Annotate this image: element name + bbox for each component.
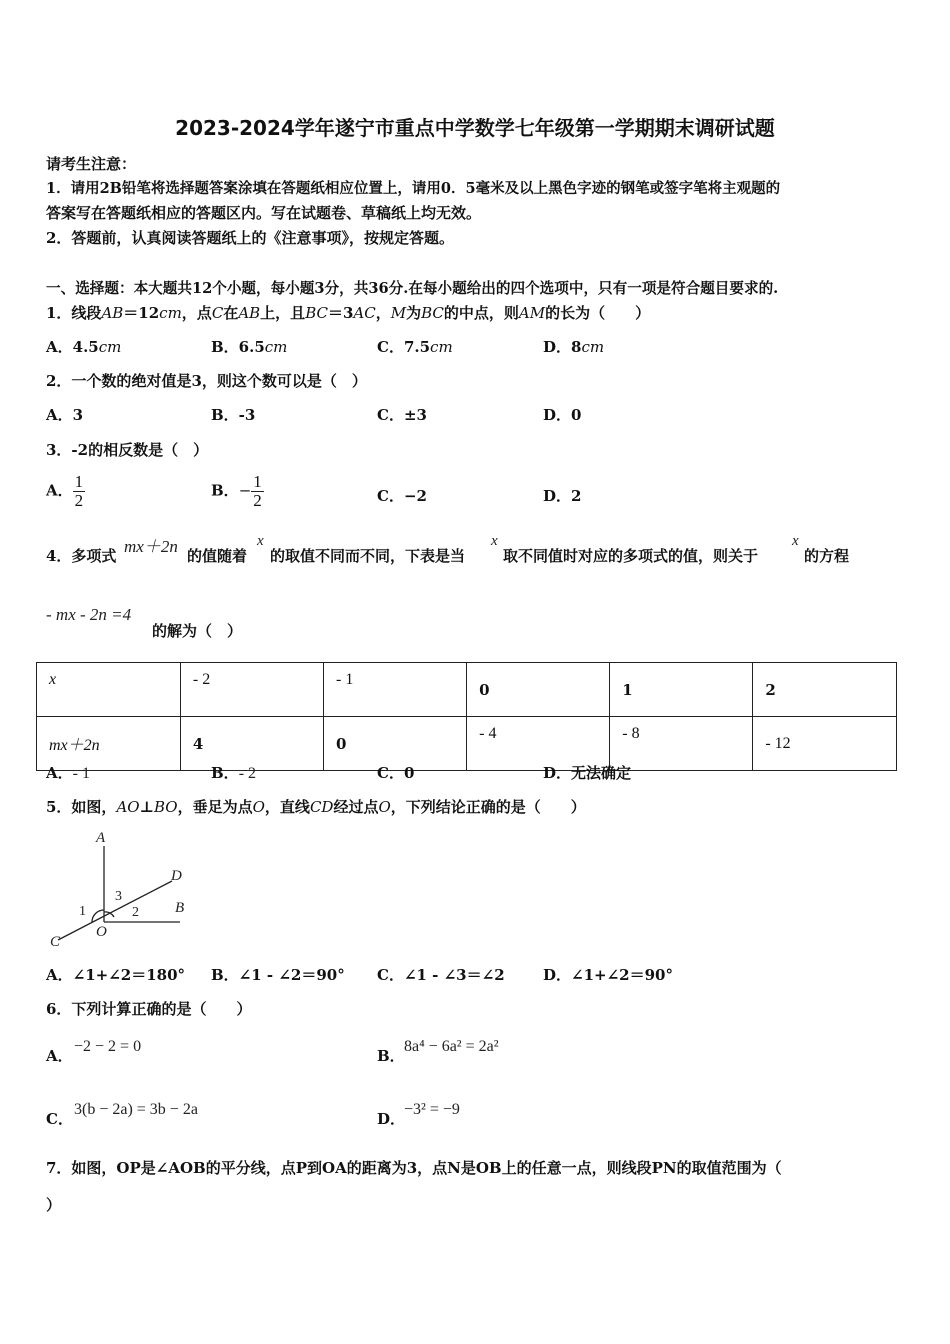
q6-option-b-label: B． xyxy=(377,1047,405,1065)
q2-option-c: C．±3 xyxy=(377,406,427,424)
notice-heading: 请考生注意： xyxy=(46,155,137,173)
table-cell: 4 xyxy=(180,717,323,771)
q6-option-d-label: D． xyxy=(377,1110,406,1128)
q4-option-a: A．- 1 xyxy=(46,764,90,782)
label-o: O xyxy=(96,924,107,940)
q6-option-b: 8a⁴ − 6a² = 2a² xyxy=(404,1038,499,1055)
q6-option-d: −3² = −9 xyxy=(404,1101,460,1118)
q3-option-a: A． $\frac{1}{2}$ xyxy=(46,472,84,510)
notice-line2: 2．答题前，认真阅读答题纸上的《注意事项》，按规定答题。 xyxy=(46,229,454,247)
q2-option-b: B．-3 xyxy=(211,406,256,424)
table-cell: 2 xyxy=(753,663,897,717)
q6-option-c-label: C． xyxy=(46,1110,73,1128)
label-angle-2: 2 xyxy=(132,905,139,920)
page-title: 2023-2024学年遂宁市重点中学数学七年级第一学期期末调研试题 xyxy=(175,116,775,140)
label-angle-1: 1 xyxy=(79,904,86,919)
q7-stem-line2: ） xyxy=(46,1196,62,1214)
q4-x2: x xyxy=(491,533,498,549)
q4-option-d: D．无法确定 xyxy=(543,764,632,782)
table-cell: x xyxy=(37,663,181,717)
q4-x3: x xyxy=(792,533,799,549)
q6-stem: 6．下列计算正确的是（ ） xyxy=(46,1000,252,1018)
q5-option-c: C．∠1 - ∠3＝∠2 xyxy=(377,966,505,984)
label-d: D xyxy=(171,868,182,884)
table-cell: - 4 xyxy=(467,717,610,771)
q4-option-b: B．- 2 xyxy=(211,764,257,782)
table-cell: 1 xyxy=(610,663,753,717)
label-b: B xyxy=(175,900,185,916)
q2-stem: 2．一个数的绝对值是3，则这个数可以是（ ） xyxy=(46,372,367,390)
q6-option-a-label: A． xyxy=(46,1047,73,1065)
q4-tail: 的解为（ ） xyxy=(152,622,243,640)
q4-text4: 的方程 xyxy=(804,547,850,565)
q4-expr: mx＋2n xyxy=(124,537,178,556)
q2-option-a: A．3 xyxy=(46,406,84,424)
section-heading: 一、选择题：本大题共12个小题，每小题3分，共36分.在每小题给出的四个选项中，只有一项是符合题目要求的. xyxy=(46,280,779,297)
q3-stem: 3．-2的相反数是（ ） xyxy=(46,441,209,459)
table-row xyxy=(37,717,897,771)
angle-arc-1 xyxy=(92,910,104,922)
q2-option-d: D．0 xyxy=(543,406,582,424)
table-cell: 0 xyxy=(467,663,610,717)
q5-stem: 5．如图，AO⊥BO，垂足为点O，直线CD经过点O，下列结论正确的是（ ） xyxy=(46,798,586,816)
q4-text3: 取不同值时对应的多项式的值，则关于 xyxy=(503,547,759,565)
q1-option-a: A．4.5cm xyxy=(46,338,122,356)
q4-value-table xyxy=(36,662,897,771)
q5-option-b: B．∠1 - ∠2＝90° xyxy=(211,966,345,984)
q1-option-b: B．6.5cm xyxy=(211,338,288,356)
q1-stem: 1．线段AB＝12cm，点C在AB上，且BC＝3AC，M为BC的中点，则AM的长为（ ） xyxy=(46,304,651,322)
q7-stem-line1: 7．如图，OP是∠AOB的平分线，点P到OA的距离为3，点N是OB上的任意一点，则线段PN的取值范围为（ xyxy=(46,1159,782,1177)
label-angle-3: 3 xyxy=(115,889,122,904)
q3-option-d: D．2 xyxy=(543,487,582,505)
q4-option-c: C．0 xyxy=(377,764,415,782)
q5-option-a: A．∠1+∠2＝180° xyxy=(46,966,186,984)
q6-option-a: −2 − 2 = 0 xyxy=(74,1038,142,1055)
q4-num: 4．多项式 xyxy=(46,547,117,565)
q3-option-b: B．− $\frac{1}{2}$ xyxy=(211,472,262,510)
table-cell: - 1 xyxy=(324,663,467,717)
q4-equation: - mx - 2n =4 xyxy=(46,605,132,624)
table-cell: - 8 xyxy=(610,717,753,771)
q5-figure xyxy=(44,828,204,953)
table-cell: - 12 xyxy=(753,717,897,771)
table-cell: mx＋2n xyxy=(37,717,181,771)
notice-line1b: 答案写在答题纸相应的答题区内。写在试题卷、草稿纸上均无效。 xyxy=(46,204,482,222)
table-row xyxy=(37,663,897,717)
angle-arc-3 xyxy=(104,912,114,917)
q1-option-c: C．7.5cm xyxy=(377,338,453,356)
q4-text2: 的取值不同而不同，下表是当 xyxy=(270,547,466,565)
table-cell: 0 xyxy=(324,717,467,771)
label-a: A xyxy=(96,830,106,846)
q5-option-d: D．∠1+∠2＝90° xyxy=(543,966,673,984)
q4-text1: 的值随着 xyxy=(187,547,248,565)
notice-line1a: 1．请用2B铅笔将选择题答案涂填在答题纸相应位置上，请用0．5毫米及以上黑色字迹的钢笔或签字笔将主观题的 xyxy=(46,180,781,197)
q1-option-d: D．8cm xyxy=(543,338,605,356)
table-cell: - 2 xyxy=(180,663,323,717)
label-c: C xyxy=(50,934,61,950)
q4-x1: x xyxy=(257,533,264,549)
q6-option-c: 3(b − 2a) = 3b − 2a xyxy=(74,1101,198,1118)
q3-option-c: C．−2 xyxy=(377,487,427,505)
